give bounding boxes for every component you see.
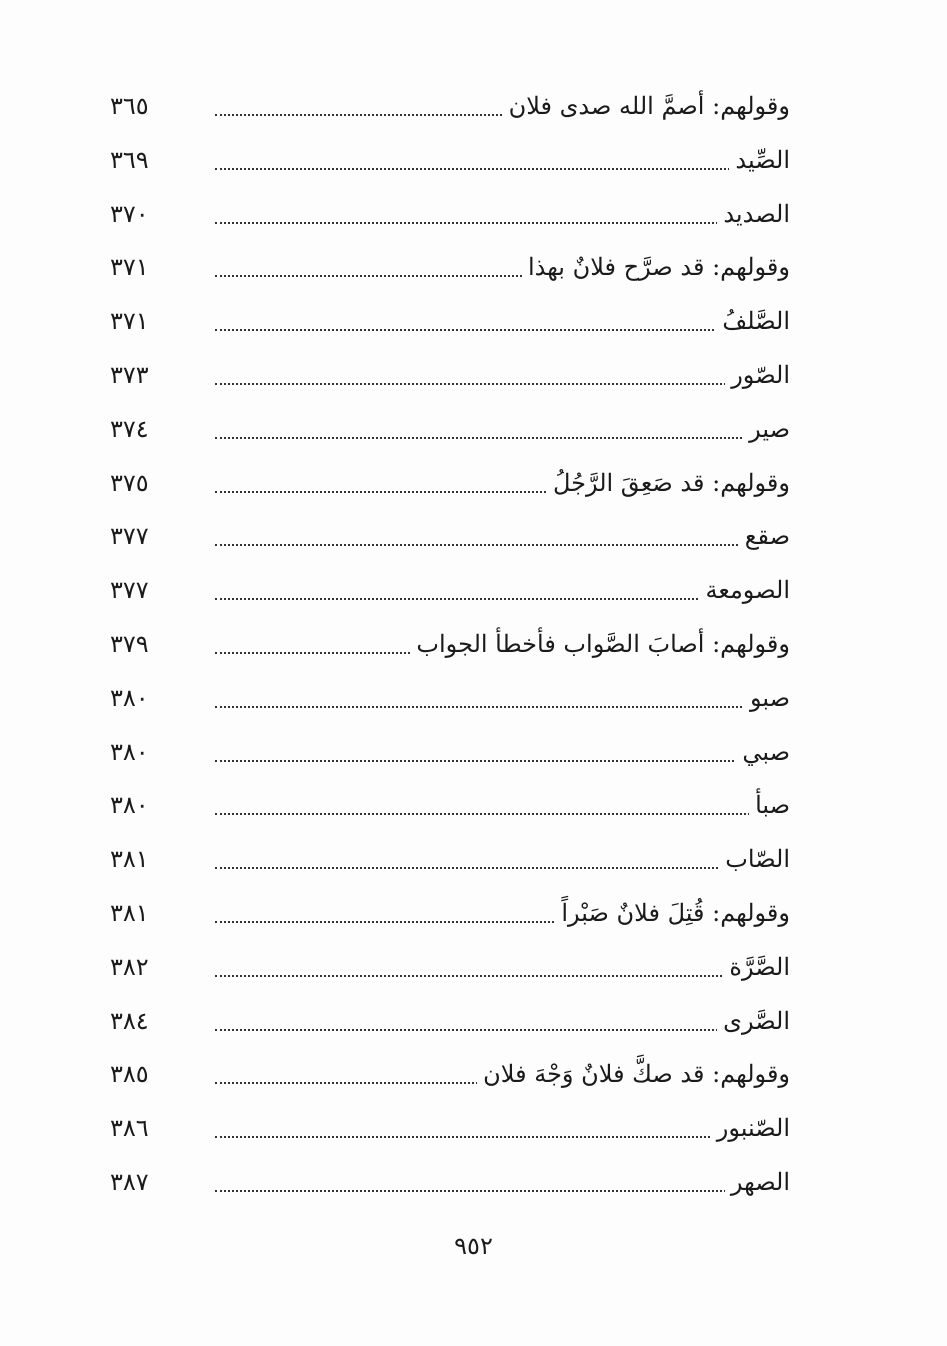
toc-entry	[100, 672, 800, 726]
toc-entry	[100, 833, 800, 887]
toc-entry-page: ٣٨٧	[110, 1167, 149, 1196]
toc-entry	[100, 188, 800, 242]
dot-leader	[215, 867, 790, 869]
toc-entry-title: الصومعة	[700, 570, 791, 610]
toc-entry-title: الصَّرى	[717, 1001, 790, 1041]
dot-leader	[215, 760, 790, 762]
toc-entry	[100, 457, 800, 511]
toc-entry-page: ٣٨٤	[110, 1006, 149, 1035]
dot-leader	[215, 383, 790, 385]
toc-entry-page: ٣٨١	[110, 845, 149, 874]
toc-entry-title: وقولهم: قُتِلَ فلانٌ صَبْراً	[555, 893, 790, 933]
toc-entry-page: ٣٧١	[110, 253, 149, 282]
dot-leader	[215, 706, 790, 708]
dot-leader	[215, 975, 790, 977]
toc-entry	[100, 1102, 800, 1156]
toc-entry-page: ٣٨٠	[110, 683, 149, 712]
toc-entry-title: صبو	[744, 678, 790, 718]
toc-entry-title: الصّاب	[719, 839, 790, 879]
toc-entry	[100, 510, 800, 564]
toc-entry	[100, 295, 800, 349]
page-number: ٩٥٢	[454, 1232, 493, 1260]
toc-entry	[100, 1048, 800, 1102]
toc-entry-title: الصديد	[717, 194, 790, 234]
toc-entry-title: صقع	[739, 516, 790, 556]
dot-leader	[215, 168, 790, 170]
toc-entry-title: الصّور	[725, 355, 790, 395]
dot-leader	[215, 813, 790, 815]
table-of-contents	[100, 80, 800, 1210]
toc-entry-title: وقولهم: أصمَّ الله صدى فلان	[503, 86, 790, 126]
toc-entry	[100, 241, 800, 295]
toc-entry	[100, 403, 800, 457]
dot-leader	[215, 437, 790, 439]
toc-entry-title: وقولهم: قد صكَّ فلانٌ وَجْهَ فلان	[477, 1054, 790, 1094]
toc-entry-page: ٣٧٤	[110, 414, 149, 443]
toc-entry	[100, 80, 800, 134]
toc-entry	[100, 1156, 800, 1210]
dot-leader	[215, 222, 790, 224]
toc-entry-title: وقولهم: أصابَ الصَّواب فأخطأ الجواب	[410, 624, 790, 664]
toc-entry-page: ٣٧٠	[110, 199, 149, 228]
toc-entry-title: الصِّيد	[729, 140, 790, 180]
toc-entry	[100, 349, 800, 403]
toc-entry-page: ٣٧٥	[110, 468, 149, 497]
dot-leader	[215, 544, 790, 546]
toc-entry	[100, 995, 800, 1049]
toc-entry	[100, 779, 800, 833]
toc-entry-title: صير	[743, 409, 790, 449]
toc-entry-page: ٣٨٠	[110, 737, 149, 766]
toc-entry	[100, 941, 800, 995]
toc-entry	[100, 726, 800, 780]
toc-entry-page: ٣٨١	[110, 898, 149, 927]
toc-entry-title: الصَّلفُ	[716, 301, 790, 341]
toc-entry-page: ٣٨٠	[110, 791, 149, 820]
toc-entry-page: ٣٧١	[110, 307, 149, 336]
toc-entry	[100, 564, 800, 618]
toc-entry-title: صبي	[736, 732, 790, 772]
toc-entry-page: ٣٧٩	[110, 629, 149, 658]
toc-entry-title: الصهر	[725, 1162, 790, 1202]
toc-entry-title: وقولهم: قد صرَّح فلانٌ بهذا	[522, 247, 790, 287]
toc-entry-page: ٣٨٦	[110, 1114, 149, 1143]
toc-entry-page: ٣٨٥	[110, 1060, 149, 1089]
toc-entry-title: وقولهم: قد صَعِقَ الرَّجُلُ	[547, 463, 790, 503]
toc-entry-page: ٣٧٣	[110, 360, 149, 389]
dot-leader	[215, 1029, 790, 1031]
toc-entry-page: ٣٦٥	[110, 92, 149, 120]
toc-entry-page: ٣٦٩	[110, 145, 149, 174]
toc-entry-title: الصّنبور	[711, 1108, 790, 1148]
dot-leader	[215, 1190, 790, 1192]
toc-entry	[100, 887, 800, 941]
toc-entry	[100, 134, 800, 188]
toc-entry-title: الصَّرَّة	[723, 947, 790, 987]
dot-leader	[215, 329, 790, 331]
toc-entry-title: صبأ	[749, 785, 790, 825]
toc-entry-page: ٣٧٧	[110, 576, 149, 605]
toc-entry	[100, 618, 800, 672]
toc-entry-page: ٣٨٢	[110, 952, 149, 981]
toc-entry-page: ٣٧٧	[110, 522, 149, 551]
dot-leader	[215, 1136, 790, 1138]
